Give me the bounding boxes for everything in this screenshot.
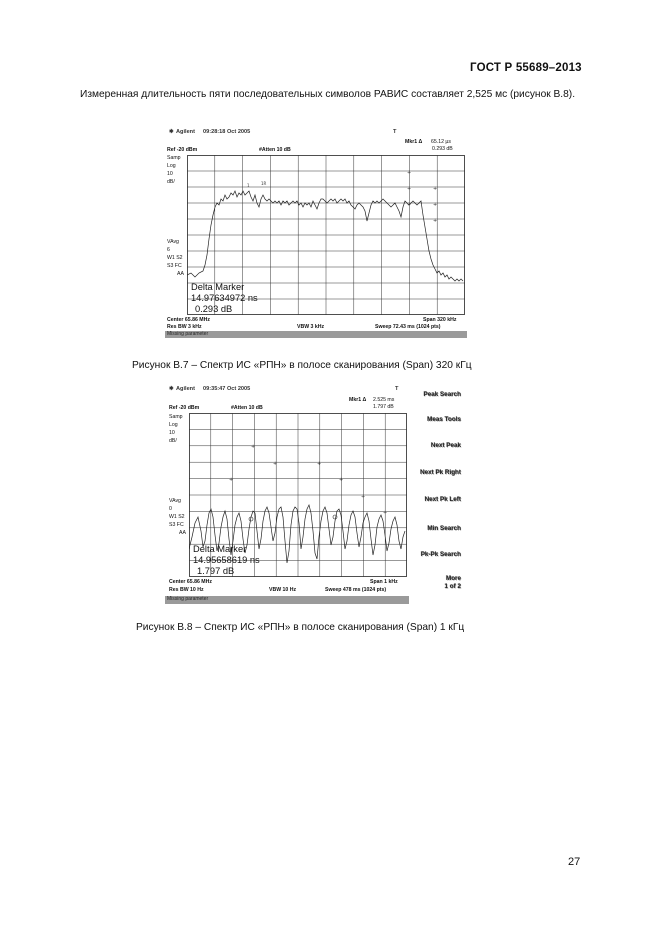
sweep: Sweep 478 ms (1024 pts)	[325, 587, 387, 593]
sweep: Sweep 72.43 ms (1024 pts)	[375, 324, 441, 330]
body-paragraph: Измеренная длительность пяти последовательных символов РАВИС составляет 2,525 мс (рисунок В.8).	[80, 89, 576, 100]
softkey-page-indicator: 1 of 2	[444, 583, 461, 590]
left-label: W1 S2	[169, 514, 185, 520]
delta-marker-time: 14.97634972 ns	[191, 293, 258, 303]
attenuation: #Atten 10 dB	[231, 405, 263, 411]
left-label: S3 FC	[169, 522, 184, 528]
standard-header: ГОСТ Р 55689–2013	[470, 62, 582, 74]
softkey-next-pk-right[interactable]: Next Pk Right	[420, 469, 461, 476]
marker-label: Mkr1 Δ	[405, 139, 423, 145]
vbw: VBW 3 kHz	[297, 324, 325, 330]
svg-text:+: +	[273, 461, 278, 467]
softkey-pk-pk-search[interactable]: Pk-Pk Search	[420, 551, 461, 558]
brand-icon: ✱	[169, 129, 174, 135]
marker-db: 1.797 dB	[373, 404, 394, 410]
softkey-next-peak[interactable]: Next Peak	[430, 442, 461, 449]
left-label: 0	[169, 506, 172, 512]
left-label: AA	[179, 530, 186, 536]
brand-icon: ✱	[169, 386, 174, 392]
left-label: 6	[167, 247, 170, 253]
left-label: 10	[167, 171, 173, 177]
svg-text:+: +	[407, 170, 412, 176]
ref-level: Ref -20 dBm	[169, 405, 200, 411]
delta-marker-title: Delta Marker	[193, 544, 247, 554]
svg-text:+: +	[433, 186, 438, 192]
left-label: W1 S2	[167, 255, 183, 261]
svg-text:1R: 1R	[261, 181, 267, 186]
center-freq: Center 65.86 MHz	[169, 579, 212, 585]
svg-text:+: +	[361, 494, 366, 500]
delta-marker-db: 1.797 dB	[197, 566, 235, 576]
left-label: S3 FC	[167, 263, 182, 269]
left-label: Samp	[167, 155, 181, 161]
trace-t-icon: T	[395, 386, 399, 392]
left-label: VAvg	[167, 239, 179, 245]
left-label: VAvg	[169, 498, 181, 504]
delta-marker-db: 0.293 dB	[195, 304, 233, 314]
delta-marker-time: 14.95658619 ns	[193, 555, 260, 565]
title-time: 09:28:18 Oct 2005	[203, 129, 251, 135]
left-label: Log	[169, 422, 178, 428]
figure-caption-1: Рисунок В.7 – Спектр ИС «РПН» в полосе сканирования (Span) 320 кГц	[132, 360, 472, 371]
title-brand: Agilent	[176, 386, 195, 392]
marker-value: 65.12 µs	[431, 139, 452, 145]
delta-marker-title: Delta Marker	[191, 282, 245, 292]
svg-text:+: +	[433, 202, 438, 208]
spectrum-screenshot-1	[165, 127, 467, 339]
status-bar: Missing parameter	[165, 596, 409, 604]
title-time: 09:35:47 Oct 2005	[203, 386, 251, 392]
left-label: Log	[167, 163, 176, 169]
res-bw: Res BW 10 Hz	[169, 587, 204, 593]
svg-text:+: +	[383, 510, 388, 516]
svg-text:+: +	[251, 444, 256, 450]
status-bar: Missing parameter	[165, 331, 467, 338]
title-brand: Agilent	[176, 129, 195, 135]
softkey-meas-tools[interactable]: Meas Tools	[427, 416, 461, 423]
left-label: 10	[169, 430, 175, 436]
svg-text:1: 1	[247, 183, 250, 188]
softkey-peak-search[interactable]: Peak Search	[423, 391, 461, 398]
left-label: dB/	[167, 179, 175, 185]
span: Span 320 kHz	[423, 317, 457, 323]
trace-t-icon: T	[393, 129, 397, 135]
svg-text:+: +	[407, 186, 412, 192]
marker-db: 0.293 dB	[432, 146, 453, 152]
page-number: 27	[568, 856, 581, 868]
spectrum-screenshot-2	[165, 383, 465, 609]
span: Span 1 kHz	[370, 579, 398, 585]
figure-caption-2: Рисунок В.8 – Спектр ИС «РПН» в полосе сканирования (Span) 1 кГц	[136, 622, 465, 633]
svg-text:+: +	[229, 477, 234, 483]
left-label: Samp	[169, 414, 183, 420]
svg-text:+: +	[339, 477, 344, 483]
center-freq: Center 65.86 MHz	[167, 317, 210, 323]
softkey-next-pk-left[interactable]: Next Pk Left	[424, 496, 461, 503]
marker-value: 2.525 ms	[373, 397, 395, 403]
svg-text:+: +	[433, 218, 438, 224]
svg-text:+: +	[407, 202, 412, 208]
softkey-more[interactable]: More	[445, 575, 461, 582]
vbw: VBW 10 Hz	[269, 587, 297, 593]
attenuation: #Atten 10 dB	[259, 147, 291, 153]
res-bw: Res BW 3 kHz	[167, 324, 202, 330]
svg-text:+: +	[317, 461, 322, 467]
softkey-min-search[interactable]: Min Search	[427, 525, 461, 532]
left-label: AA	[177, 271, 184, 277]
marker-label: Mkr1 Δ	[349, 397, 367, 403]
ref-level: Ref -20 dBm	[167, 147, 198, 153]
left-label: dB/	[169, 438, 177, 444]
